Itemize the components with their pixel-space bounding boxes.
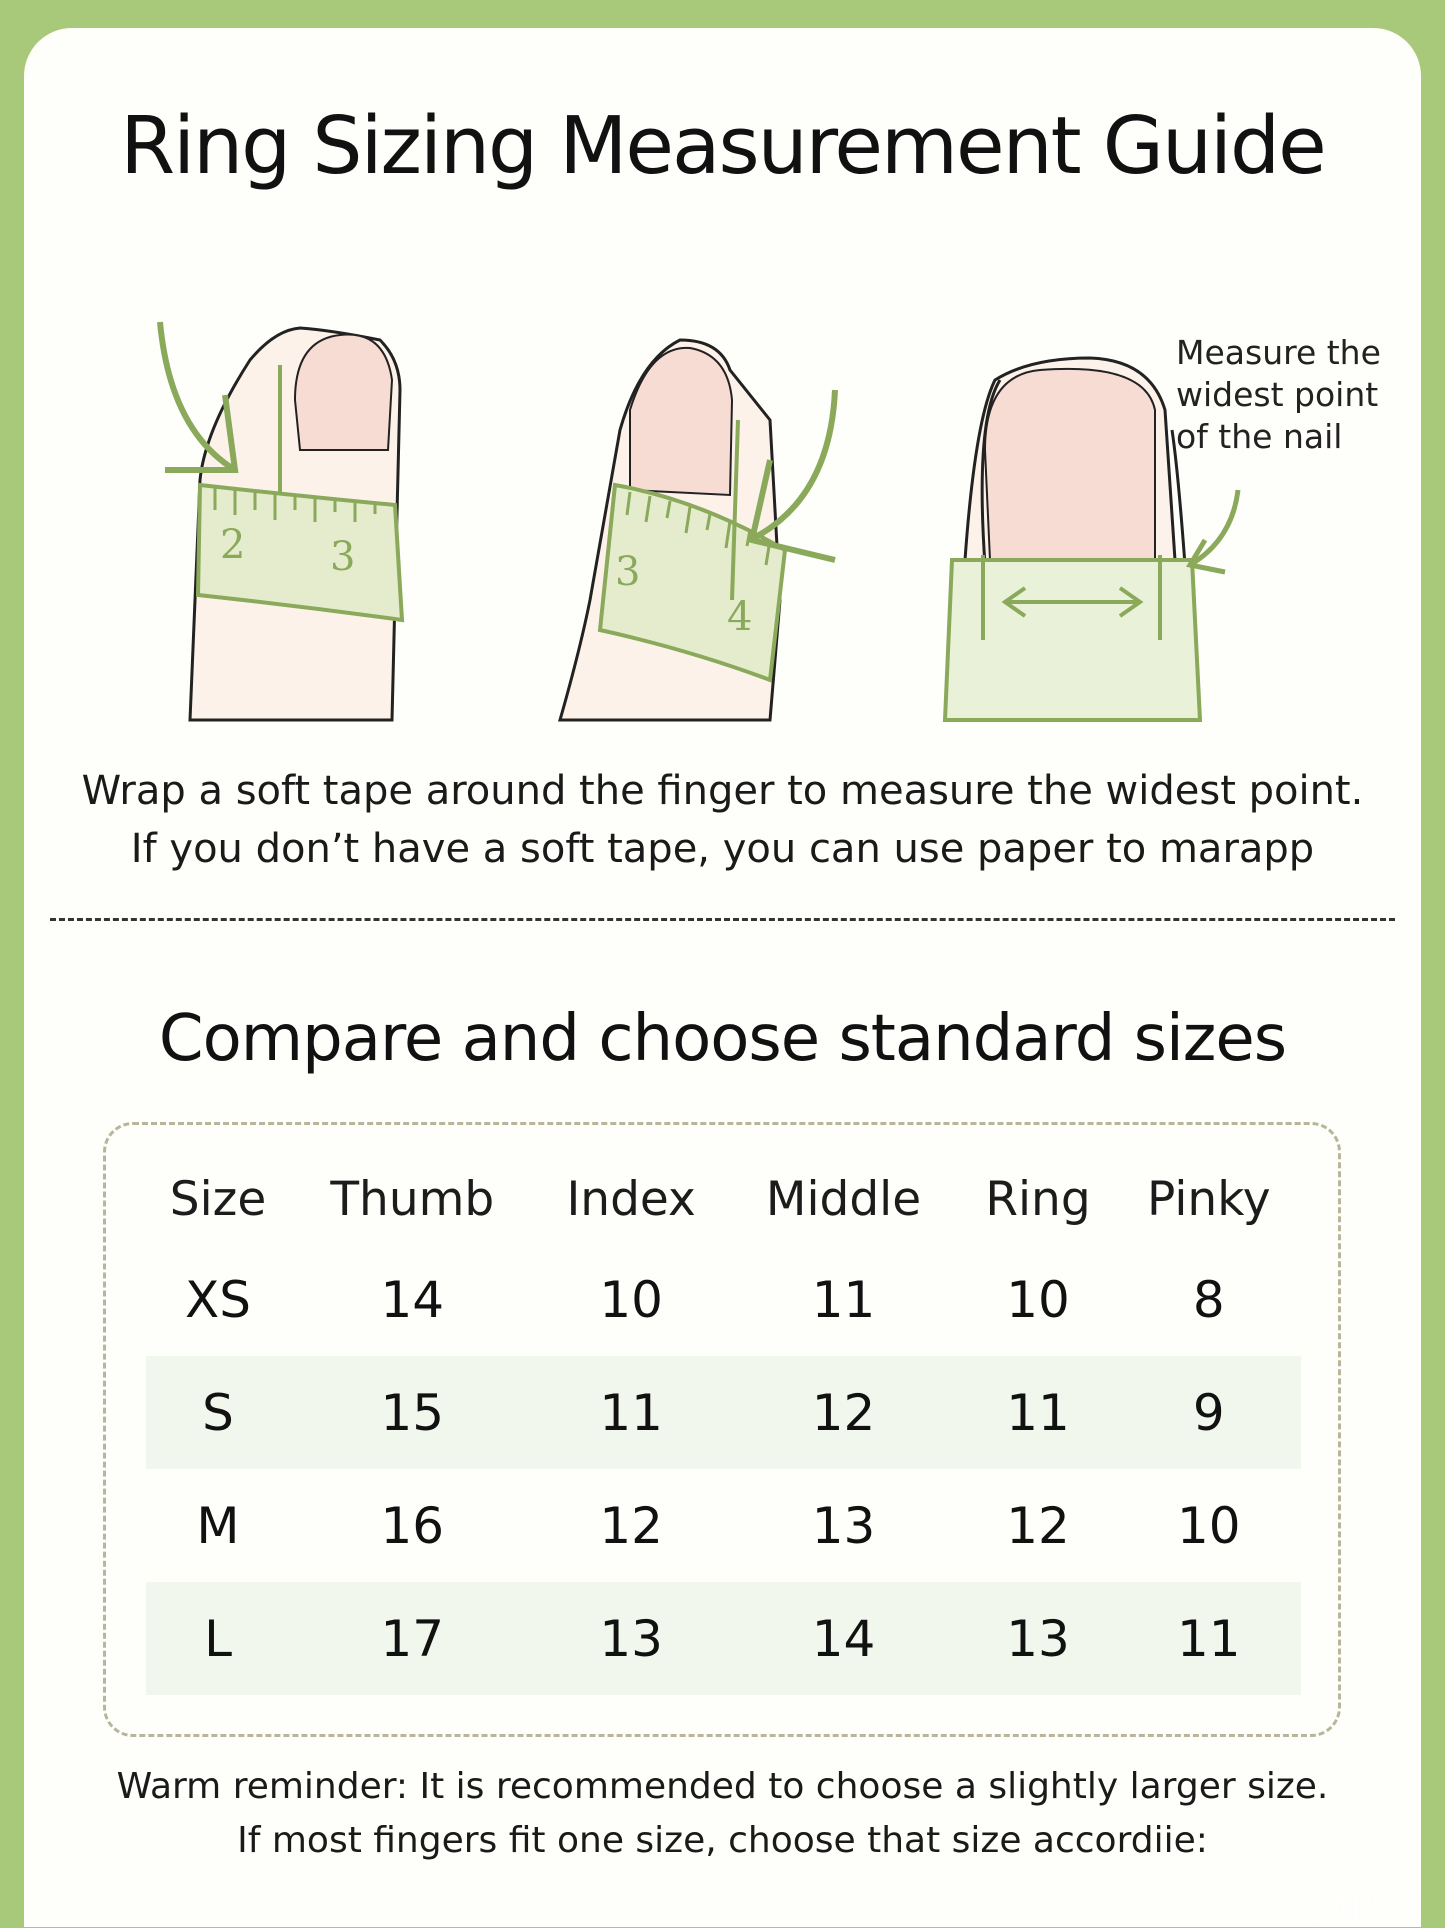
cell-ring: 11 — [959, 1356, 1116, 1469]
table-row — [146, 1582, 1301, 1695]
instruction-line-2: If you don’t have a soft tape, you can use paper to marapp — [130, 826, 1315, 872]
cell-size: S — [146, 1356, 290, 1469]
cell-thumb: 17 — [290, 1582, 535, 1695]
nail-note-line-1: Measure the — [1176, 333, 1381, 372]
header-index: Index — [566, 1171, 696, 1227]
cell-pinky: 11 — [1117, 1582, 1301, 1695]
table-header-row — [146, 1155, 1301, 1243]
cell-size: L — [146, 1582, 290, 1695]
cell-ring: 13 — [959, 1582, 1116, 1695]
instruction-line-1: Wrap a soft tape around the finger to measure the widest point. — [81, 768, 1364, 814]
reminder-line-2: If most fingers fit one size, choose that size accordiie: — [237, 1820, 1208, 1861]
cell-pinky: 10 — [1176, 1496, 1241, 1555]
measurement-instructions — [0, 762, 1445, 878]
header-pinky: Pinky — [1147, 1171, 1271, 1227]
table-row — [146, 1356, 1301, 1469]
cell-thumb: 16 — [380, 1496, 445, 1555]
warm-reminder — [0, 1760, 1445, 1868]
nail-note-line-2: widest point — [1176, 375, 1379, 414]
watermark: 豆包AI生成 — [1267, 1892, 1423, 1927]
section-title: Compare and choose standard sizes — [158, 1002, 1287, 1076]
table-row — [146, 1469, 1301, 1582]
nail-note-line-3: of the nail — [1176, 417, 1343, 456]
tape-number-3: 3 — [330, 534, 356, 580]
cell-size: M — [196, 1496, 240, 1555]
finger-2-illustration — [560, 340, 835, 720]
cell-pinky: 9 — [1117, 1356, 1301, 1469]
cell-middle: 12 — [728, 1356, 960, 1469]
cell-pinky: 8 — [1192, 1270, 1225, 1329]
cell-middle: 14 — [728, 1582, 960, 1695]
cell-size: XS — [184, 1270, 251, 1329]
nail-measure-note — [1176, 332, 1416, 458]
tape-number-2: 2 — [220, 522, 246, 568]
reminder-line-1: Warm reminder: It is recommended to choose a slightly larger size. — [116, 1766, 1329, 1807]
header-ring: Ring — [985, 1171, 1091, 1227]
cell-ring: 10 — [1006, 1270, 1070, 1329]
size-table-box — [103, 1122, 1341, 1737]
size-table — [146, 1155, 1301, 1695]
cell-index: 13 — [535, 1582, 728, 1695]
cell-middle: 11 — [811, 1270, 876, 1329]
cell-thumb: 14 — [380, 1270, 445, 1329]
cell-index: 12 — [599, 1496, 663, 1555]
header-middle: Middle — [765, 1171, 922, 1227]
cell-index: 10 — [599, 1270, 663, 1329]
header-thumb: Thumb — [330, 1171, 495, 1227]
cell-index: 11 — [535, 1356, 728, 1469]
table-row — [146, 1243, 1301, 1356]
dashed-divider — [50, 918, 1395, 921]
tape-number-4: 4 — [727, 594, 753, 640]
header-size: Size — [169, 1171, 267, 1227]
cell-ring: 12 — [1006, 1496, 1070, 1555]
page-title: Ring Sizing Measurement Guide — [120, 100, 1325, 192]
finger-1-illustration — [160, 322, 402, 720]
cell-middle: 13 — [811, 1496, 876, 1555]
cell-thumb: 15 — [290, 1356, 535, 1469]
tape-number-3b: 3 — [615, 549, 641, 595]
